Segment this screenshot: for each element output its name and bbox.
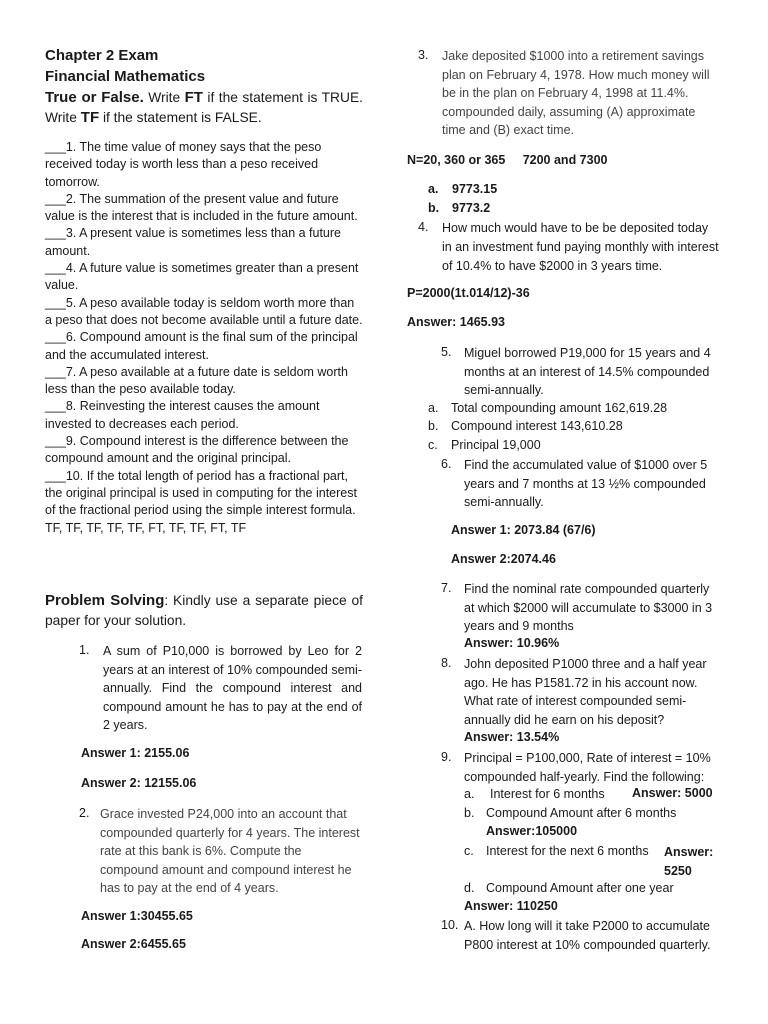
problem-number: 9.: [441, 750, 452, 764]
sub-label: b.: [464, 806, 475, 820]
sub-answer: Answer:105000: [486, 824, 578, 838]
answer: Answer 1: 2155.06: [81, 746, 190, 760]
sub-label: b.: [428, 419, 439, 433]
sub-item: Compound Amount after one year: [486, 881, 674, 895]
problem-number: 6.: [441, 457, 452, 471]
sub-item: Compound interest 143,610.28: [451, 419, 623, 433]
tf-instructions: [45, 88, 363, 128]
problem-number: 4.: [418, 220, 429, 234]
problem-number: 7.: [441, 581, 452, 595]
tf-item: ___10. If the total length of period has a fractional part, the original principal is used in computing for the interest of the fractional period using the simple interest formula.: [45, 468, 357, 518]
answer: Answer 1:30455.65: [81, 909, 193, 923]
problem-number: 2.: [79, 806, 90, 820]
tf-item: ___4. A future value is sometimes greater than a present value.: [45, 261, 359, 293]
tf-answer-key: TF, TF, TF, TF, TF, FT, TF, TF, FT, TF: [45, 520, 247, 535]
problem-text: Find the nominal rate compounded quarterly at which $2000 will accumulate to $3000 in 3 years and 9 months: [464, 582, 713, 634]
work-line: P=2000(1t.014/12)-36: [407, 286, 530, 300]
sub-label: a.: [428, 182, 439, 196]
answer: Answer 2: 12155.06: [81, 776, 197, 790]
sub-item: Interest for the next 6 months: [486, 844, 649, 858]
tf-instr-ft: FT: [184, 89, 203, 106]
problem-text: Grace invested P24,000 into an account that compounded quarterly for 4 years. The interest rate at this bank is 6%. Compute the compound amount and compound interest he has to pay at the end of 4 years.: [100, 807, 360, 896]
problem-number: 8.: [441, 656, 452, 670]
tf-instr-part: if the statement is TRUE. Write: [45, 90, 364, 125]
problem-text: Miguel borrowed P19,000 for 15 years and 4 months at an interest of 14.5% compounded semi-annually.: [464, 346, 711, 398]
tf-instr-part: if the statement is FALSE.: [99, 110, 262, 125]
sub-item: Total compounding amount 162,619.28: [451, 401, 668, 415]
problem-text: Principal = P100,000, Rate of interest = 10% compounded half-yearly. Find the following:: [464, 751, 711, 784]
work-line: N=20, 360 or 365 7200 and 7300: [407, 153, 608, 167]
tf-list: [45, 139, 363, 537]
tf-item: ___7. A peso available at a future date is seldom worth less than the peso available today.: [45, 364, 348, 397]
ps-text: : Kindly use a separate piece of paper for your solution.: [45, 593, 363, 628]
sub-answer: Answer: 110250: [464, 899, 558, 913]
sub-answer: 9773.15: [452, 182, 498, 196]
tf-heading: True or False.: [45, 89, 144, 106]
tf-item: ___3. A present value is sometimes less than a future amount.: [45, 226, 342, 258]
exam-title: Chapter 2 Exam: [45, 47, 159, 64]
sub-label: d.: [464, 881, 475, 895]
problem-number: 10.: [441, 918, 459, 932]
tf-item: ___8. Reinvesting the interest causes the amount invested to decreases each period.: [45, 399, 320, 431]
problem-text: How much would have to be be deposited today in an investment fund paying monthly with interest of 10.4% to have $2000 in 3 years time.: [442, 221, 719, 273]
problem-text: Jake deposited $1000 into a retirement savings plan on February 4, 1978. How much money will be in the plan on February 4, 1998 at 11.4%. compounded daily, assuming (A) approximate time and (B) exact time.: [442, 49, 710, 138]
sub-label: a.: [428, 401, 439, 415]
sub-label: b.: [428, 201, 440, 215]
sub-answer: Answer: 5250: [664, 845, 714, 878]
sub-label: a.: [464, 787, 475, 801]
exam-subtitle: Financial Mathematics: [45, 68, 206, 85]
sub-item: Compound Amount after 6 months: [486, 806, 677, 820]
ps-heading: Problem Solving: [45, 592, 165, 609]
tf-item: ___1. The time value of money says that the peso received today is worth less than a peso received tomorrow.: [45, 140, 322, 189]
sub-answer: Answer: 5000: [632, 786, 713, 800]
tf-item: ___6. Compound amount is the final sum of the principal and the accumulated interest.: [45, 330, 358, 362]
answer: Answer 2:6455.65: [81, 937, 186, 951]
answer: Answer: 1465.93: [407, 315, 505, 329]
sub-item: Interest for 6 months: [490, 787, 605, 801]
tf-instr-part: Write: [143, 90, 185, 105]
answer: Answer 2:2074.46: [451, 552, 556, 566]
problem-number: 1.: [79, 643, 90, 657]
tf-instr-tf: TF: [80, 109, 100, 126]
tf-item: ___2. The summation of the present value and future value is the interest that is included in the future amount.: [45, 191, 358, 224]
problem-text: A sum of P10,000 is borrowed by Leo for 2 years at an interest of 10% compounded semi-annually. Find the compound interest and compound amount he has to pay at the end of 2 years.: [103, 644, 362, 733]
problem-number: 3.: [418, 48, 429, 62]
answer: Answer: 10.96%: [464, 636, 560, 650]
problem-text: John deposited P1000 three and a half year ago. He has P1581.72 in his account now. What rate of interest compounded semi-annually did he earn on his deposit?: [464, 657, 707, 727]
answer: Answer 1: 2073.84 (67/6): [451, 523, 596, 537]
problem-number: 5.: [441, 345, 452, 359]
problem-text: Find the accumulated value of $1000 over 5 years and 7 months at 13 ½% compounded semi-annually.: [464, 458, 708, 510]
tf-item: ___5. A peso available today is seldom worth more than a peso that does not become available until a future date.: [45, 295, 363, 327]
problem-text: A. How long will it take P2000 to accumulate P800 interest at 10% compounded quarterly.: [464, 919, 711, 952]
sub-label: c.: [428, 438, 438, 452]
sub-answer: 9773.2: [452, 201, 491, 215]
problem-solving-instructions: [45, 591, 363, 631]
sub-item: Principal 19,000: [451, 438, 541, 452]
tf-item: ___9. Compound interest is the difference between the compound amount and the original principal.: [45, 434, 349, 466]
answer: Answer: 13.54%: [464, 730, 560, 744]
sub-label: c.: [464, 844, 474, 858]
